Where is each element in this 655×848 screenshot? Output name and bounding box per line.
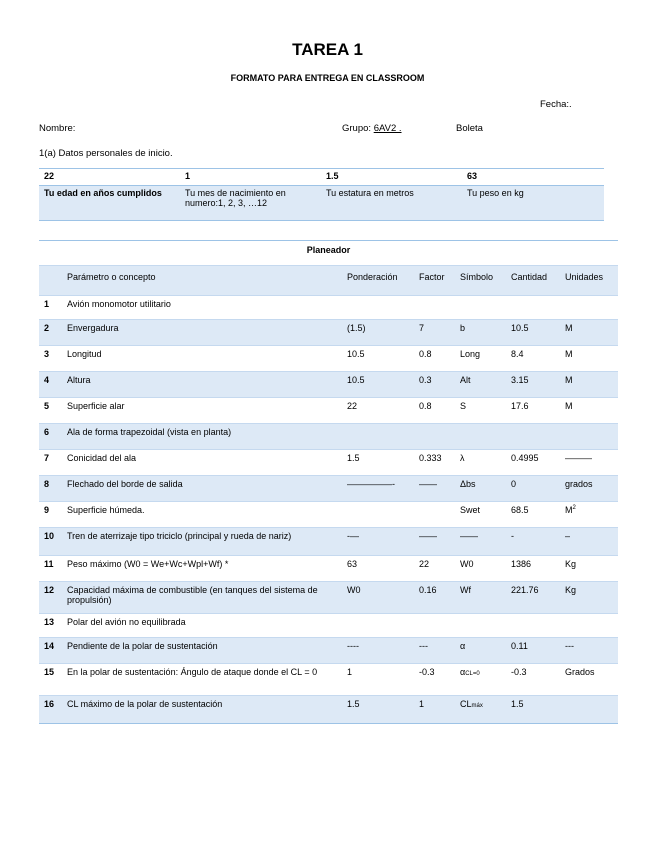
row-factor bbox=[414, 502, 455, 528]
row-parameter bbox=[62, 696, 342, 724]
row-simbolo-text: S bbox=[460, 401, 467, 411]
row-simbolo bbox=[455, 320, 506, 346]
column-header: Símbolo bbox=[455, 266, 506, 296]
table-row bbox=[39, 614, 618, 638]
row-cantidad bbox=[506, 450, 560, 476]
row-ponderacion-text: 1.5 bbox=[347, 453, 360, 463]
row-ponderacion-text: 1.5 bbox=[347, 699, 360, 709]
row-cantidad bbox=[506, 556, 560, 582]
row-unidades bbox=[560, 372, 618, 398]
row-cantidad-text: 221.76 bbox=[511, 585, 539, 595]
row-number-text: 15 bbox=[44, 667, 55, 677]
row-factor bbox=[414, 638, 455, 664]
row-parameter-text: Superficie alar bbox=[67, 401, 125, 411]
boleta-label: Boleta bbox=[456, 123, 483, 134]
column-header-row bbox=[39, 266, 618, 296]
grupo-field bbox=[342, 123, 402, 134]
row-factor-text: --- bbox=[419, 641, 428, 651]
row-parameter-text: CL máximo de la polar de sustentación bbox=[67, 699, 223, 709]
row-number bbox=[39, 296, 62, 320]
row-simbolo-text: Wf bbox=[460, 585, 471, 595]
column-header: Cantidad bbox=[506, 266, 560, 296]
grupo-label: Grupo: bbox=[342, 123, 374, 134]
row-parameter bbox=[62, 528, 342, 556]
row-number-text: 11 bbox=[44, 559, 54, 569]
row-factor bbox=[414, 346, 455, 372]
row-unidades bbox=[560, 424, 618, 450]
row-unidades-text: M bbox=[565, 349, 573, 359]
row-number bbox=[39, 320, 62, 346]
table-row bbox=[39, 476, 618, 502]
row-parameter-text: Longitud bbox=[67, 349, 102, 359]
row-cantidad bbox=[506, 614, 560, 638]
planeador-table bbox=[39, 240, 618, 724]
row-ponderacion-text: (1.5) bbox=[347, 323, 366, 333]
row-simbolo bbox=[455, 296, 506, 320]
column-header-number bbox=[39, 266, 62, 296]
column-header: Factor bbox=[414, 266, 455, 296]
row-simbolo-text: Alt bbox=[460, 375, 471, 385]
month-label: Tu mes de nacimiento en numero:1, 2, 3, …12 bbox=[180, 186, 321, 221]
row-number bbox=[39, 664, 62, 696]
row-parameter bbox=[62, 476, 342, 502]
row-parameter bbox=[62, 614, 342, 638]
row-unidades bbox=[560, 346, 618, 372]
row-ponderacion bbox=[342, 424, 414, 450]
row-number-text: 14 bbox=[44, 641, 55, 651]
row-factor-text: —— bbox=[419, 479, 437, 489]
row-parameter bbox=[62, 582, 342, 614]
row-unidades bbox=[560, 664, 618, 696]
weight-label: Tu peso en kg bbox=[462, 186, 604, 221]
row-ponderacion bbox=[342, 556, 414, 582]
row-factor bbox=[414, 582, 455, 614]
row-cantidad bbox=[506, 582, 560, 614]
row-unidades bbox=[560, 556, 618, 582]
row-number bbox=[39, 638, 62, 664]
column-header: Parámetro o concepto bbox=[62, 266, 342, 296]
row-factor bbox=[414, 296, 455, 320]
row-simbolo bbox=[455, 638, 506, 664]
row-cantidad-text: - bbox=[511, 531, 514, 541]
row-parameter bbox=[62, 664, 342, 696]
row-parameter-text: Pendiente de la polar de sustentación bbox=[67, 641, 218, 651]
table-row bbox=[39, 398, 618, 424]
row-number bbox=[39, 528, 62, 556]
table-row bbox=[39, 528, 618, 556]
row-simbolo bbox=[455, 346, 506, 372]
row-number-text: 8 bbox=[44, 479, 50, 489]
row-ponderacion bbox=[342, 502, 414, 528]
row-unidades bbox=[560, 296, 618, 320]
document-subtitle: FORMATO PARA ENTREGA EN CLASSROOM bbox=[230, 73, 425, 83]
row-parameter-text: Altura bbox=[67, 375, 91, 385]
row-simbolo bbox=[455, 582, 506, 614]
row-simbolo bbox=[455, 476, 506, 502]
personal-values-row bbox=[39, 169, 604, 186]
document-title: TAREA 1 bbox=[292, 40, 363, 59]
row-parameter bbox=[62, 296, 342, 320]
row-factor-text: 0.8 bbox=[419, 349, 432, 359]
table-title-row bbox=[39, 241, 618, 266]
row-factor-text: 1 bbox=[419, 699, 425, 709]
row-cantidad-text: 17.6 bbox=[511, 401, 529, 411]
row-ponderacion bbox=[342, 614, 414, 638]
row-simbolo bbox=[455, 614, 506, 638]
row-simbolo-text: W0 bbox=[460, 559, 474, 569]
row-cantidad-text: 8.4 bbox=[511, 349, 524, 359]
row-unidades-text: --- bbox=[565, 641, 574, 651]
row-simbolo bbox=[455, 398, 506, 424]
row-unidades bbox=[560, 450, 618, 476]
personal-labels-row bbox=[39, 186, 604, 221]
row-parameter bbox=[62, 372, 342, 398]
fecha-label: Fecha:. bbox=[540, 99, 572, 110]
row-cantidad-text: -0.3 bbox=[511, 667, 527, 677]
row-cantidad bbox=[506, 696, 560, 724]
row-cantidad-text: 3.15 bbox=[511, 375, 529, 385]
row-ponderacion bbox=[342, 476, 414, 502]
row-factor bbox=[414, 424, 455, 450]
row-simbolo bbox=[455, 450, 506, 476]
simbolo-subscript: máx bbox=[471, 703, 483, 709]
row-factor bbox=[414, 664, 455, 696]
row-parameter-text: En la polar de sustentación: Ángulo de ataque donde el CL = 0 bbox=[67, 667, 318, 677]
row-unidades-text: M bbox=[565, 505, 573, 515]
age-value: 22 bbox=[39, 169, 180, 186]
row-factor bbox=[414, 528, 455, 556]
row-simbolo-text: Δbs bbox=[460, 479, 476, 489]
row-factor-text: —— bbox=[419, 531, 437, 541]
row-number-text: 5 bbox=[44, 401, 50, 411]
row-cantidad-text: 1386 bbox=[511, 559, 532, 569]
row-factor bbox=[414, 556, 455, 582]
row-number bbox=[39, 450, 62, 476]
row-factor-text: 0.3 bbox=[419, 375, 432, 385]
row-simbolo-text: λ bbox=[460, 453, 465, 463]
row-simbolo bbox=[455, 502, 506, 528]
row-ponderacion-text: 22 bbox=[347, 401, 358, 411]
row-parameter bbox=[62, 346, 342, 372]
row-cantidad bbox=[506, 320, 560, 346]
row-unidades-text: Grados bbox=[565, 667, 595, 677]
row-ponderacion-text: ---- bbox=[347, 641, 359, 651]
row-parameter-text: Capacidad máxima de combustible (en tanques del sistema de propulsión) bbox=[67, 585, 318, 605]
row-unidades-text: Kg bbox=[565, 559, 577, 569]
row-simbolo bbox=[455, 664, 506, 696]
row-number bbox=[39, 398, 62, 424]
table-row bbox=[39, 424, 618, 450]
simbolo-subscript: CL=0 bbox=[465, 671, 480, 677]
row-simbolo bbox=[455, 696, 506, 724]
row-simbolo-text: —— bbox=[460, 531, 478, 541]
table-row bbox=[39, 556, 618, 582]
row-number bbox=[39, 614, 62, 638]
row-ponderacion-text: 63 bbox=[347, 559, 358, 569]
row-cantidad-text: 0.11 bbox=[511, 641, 528, 651]
row-number-text: 7 bbox=[44, 453, 50, 463]
row-parameter bbox=[62, 638, 342, 664]
row-parameter bbox=[62, 450, 342, 476]
row-parameter bbox=[62, 556, 342, 582]
height-value: 1.5 bbox=[321, 169, 462, 186]
row-number bbox=[39, 476, 62, 502]
row-number-text: 2 bbox=[44, 323, 50, 333]
personal-data-table bbox=[39, 168, 604, 221]
table-row bbox=[39, 346, 618, 372]
row-number bbox=[39, 582, 62, 614]
row-unidades bbox=[560, 696, 618, 724]
month-value: 1 bbox=[180, 169, 321, 186]
row-factor bbox=[414, 696, 455, 724]
row-number-text: 4 bbox=[44, 375, 50, 385]
row-number-text: 1 bbox=[44, 299, 50, 309]
row-unidades-text: M bbox=[565, 375, 573, 385]
row-unidades-text: ——— bbox=[565, 453, 592, 463]
row-ponderacion bbox=[342, 372, 414, 398]
row-parameter bbox=[62, 502, 342, 528]
row-unidades-text: M bbox=[565, 401, 573, 411]
row-simbolo bbox=[455, 372, 506, 398]
row-factor-text: 22 bbox=[419, 559, 430, 569]
row-cantidad bbox=[506, 664, 560, 696]
row-simbolo-text: α bbox=[460, 667, 466, 677]
row-parameter-text: Conicidad del ala bbox=[67, 453, 137, 463]
row-cantidad bbox=[506, 638, 560, 664]
row-number-text: 13 bbox=[44, 617, 55, 627]
row-parameter-text: Ala de forma trapezoidal (vista en planta) bbox=[67, 427, 232, 437]
row-cantidad bbox=[506, 296, 560, 320]
height-label: Tu estatura en metros bbox=[321, 186, 462, 221]
row-number-text: 16 bbox=[44, 699, 55, 709]
row-unidades-text: M bbox=[565, 323, 573, 333]
row-parameter-text: Superficie húmeda. bbox=[67, 505, 145, 515]
unidades-superscript: 2 bbox=[572, 505, 576, 511]
section-title: 1(a) Datos personales de inicio. bbox=[39, 148, 173, 159]
row-cantidad bbox=[506, 372, 560, 398]
row-number bbox=[39, 502, 62, 528]
row-ponderacion-text: 10.5 bbox=[347, 349, 365, 359]
row-ponderacion bbox=[342, 696, 414, 724]
row-cantidad bbox=[506, 398, 560, 424]
row-simbolo bbox=[455, 556, 506, 582]
row-factor bbox=[414, 372, 455, 398]
row-number bbox=[39, 372, 62, 398]
row-factor bbox=[414, 614, 455, 638]
row-ponderacion-text: 10.5 bbox=[347, 375, 365, 385]
row-ponderacion-text: W0 bbox=[347, 585, 361, 595]
row-ponderacion-text: —————- bbox=[347, 479, 395, 489]
row-cantidad bbox=[506, 346, 560, 372]
row-unidades bbox=[560, 476, 618, 502]
row-simbolo-text: CL bbox=[460, 699, 472, 709]
row-ponderacion bbox=[342, 664, 414, 696]
column-header: Unidades bbox=[560, 266, 618, 296]
row-ponderacion bbox=[342, 398, 414, 424]
row-cantidad-text: 10.5 bbox=[511, 323, 529, 333]
row-factor bbox=[414, 450, 455, 476]
row-ponderacion bbox=[342, 638, 414, 664]
row-unidades bbox=[560, 582, 618, 614]
row-unidades bbox=[560, 528, 618, 556]
row-number bbox=[39, 696, 62, 724]
table-row bbox=[39, 296, 618, 320]
row-factor-text: 0.16 bbox=[419, 585, 437, 595]
row-cantidad bbox=[506, 424, 560, 450]
row-cantidad-text: 68.5 bbox=[511, 505, 529, 515]
row-unidades bbox=[560, 614, 618, 638]
row-unidades bbox=[560, 320, 618, 346]
table-row bbox=[39, 372, 618, 398]
row-unidades bbox=[560, 398, 618, 424]
row-parameter bbox=[62, 320, 342, 346]
row-factor bbox=[414, 398, 455, 424]
row-parameter-text: Tren de aterrizaje tipo triciclo (principal y rueda de nariz) bbox=[67, 531, 292, 541]
row-parameter-text: Peso máximo (W0 = We+Wc+Wpl+Wf) * bbox=[67, 559, 229, 569]
row-unidades-text: grados bbox=[565, 479, 593, 489]
row-factor-text: -0.3 bbox=[419, 667, 435, 677]
row-simbolo bbox=[455, 424, 506, 450]
row-cantidad-text: 0.4995 bbox=[511, 453, 539, 463]
row-cantidad-text: 1.5 bbox=[511, 699, 524, 709]
row-number-text: 10 bbox=[44, 531, 55, 541]
row-simbolo bbox=[455, 528, 506, 556]
row-ponderacion-text: 1 bbox=[347, 667, 353, 677]
table-row bbox=[39, 582, 618, 614]
row-cantidad bbox=[506, 528, 560, 556]
grupo-value: 6AV2 . bbox=[373, 123, 402, 134]
nombre-label: Nombre: bbox=[39, 123, 76, 134]
row-number-text: 9 bbox=[44, 505, 50, 515]
row-unidades bbox=[560, 502, 618, 528]
table-row bbox=[39, 696, 618, 724]
row-ponderacion bbox=[342, 450, 414, 476]
row-number bbox=[39, 346, 62, 372]
row-simbolo-text: Swet bbox=[460, 505, 481, 515]
row-simbolo-text: α bbox=[460, 641, 466, 651]
table-row bbox=[39, 502, 618, 528]
row-factor-text: 7 bbox=[419, 323, 425, 333]
row-unidades-text: – bbox=[565, 531, 571, 541]
table-row bbox=[39, 320, 618, 346]
age-label: Tu edad en años cumplidos bbox=[39, 186, 180, 221]
weight-value: 63 bbox=[462, 169, 604, 186]
row-ponderacion bbox=[342, 296, 414, 320]
column-header: Ponderación bbox=[342, 266, 414, 296]
row-ponderacion bbox=[342, 320, 414, 346]
row-ponderacion-text: -— bbox=[347, 531, 359, 541]
table-row bbox=[39, 664, 618, 696]
table-title: Planeador bbox=[39, 241, 618, 266]
row-factor bbox=[414, 476, 455, 502]
row-ponderacion bbox=[342, 582, 414, 614]
row-parameter bbox=[62, 424, 342, 450]
row-parameter-text: Polar del avión no equilibrada bbox=[67, 617, 186, 627]
row-ponderacion bbox=[342, 528, 414, 556]
row-unidades-text: Kg bbox=[565, 585, 577, 595]
row-parameter bbox=[62, 398, 342, 424]
row-simbolo-text: Long bbox=[460, 349, 481, 359]
row-number bbox=[39, 556, 62, 582]
table-row bbox=[39, 638, 618, 664]
row-parameter-text: Envergadura bbox=[67, 323, 119, 333]
row-parameter-text: Flechado del borde de salida bbox=[67, 479, 183, 489]
row-parameter-text: Avión monomotor utilitario bbox=[67, 299, 171, 309]
row-number-text: 6 bbox=[44, 427, 50, 437]
row-cantidad bbox=[506, 502, 560, 528]
table-row bbox=[39, 450, 618, 476]
row-number bbox=[39, 424, 62, 450]
row-ponderacion bbox=[342, 346, 414, 372]
row-factor bbox=[414, 320, 455, 346]
row-simbolo-text: b bbox=[460, 323, 466, 333]
row-number-text: 12 bbox=[44, 585, 55, 595]
row-cantidad bbox=[506, 476, 560, 502]
row-unidades bbox=[560, 638, 618, 664]
row-cantidad-text: 0 bbox=[511, 479, 517, 489]
row-factor-text: 0.8 bbox=[419, 401, 432, 411]
row-factor-text: 0.333 bbox=[419, 453, 442, 463]
row-number-text: 3 bbox=[44, 349, 50, 359]
